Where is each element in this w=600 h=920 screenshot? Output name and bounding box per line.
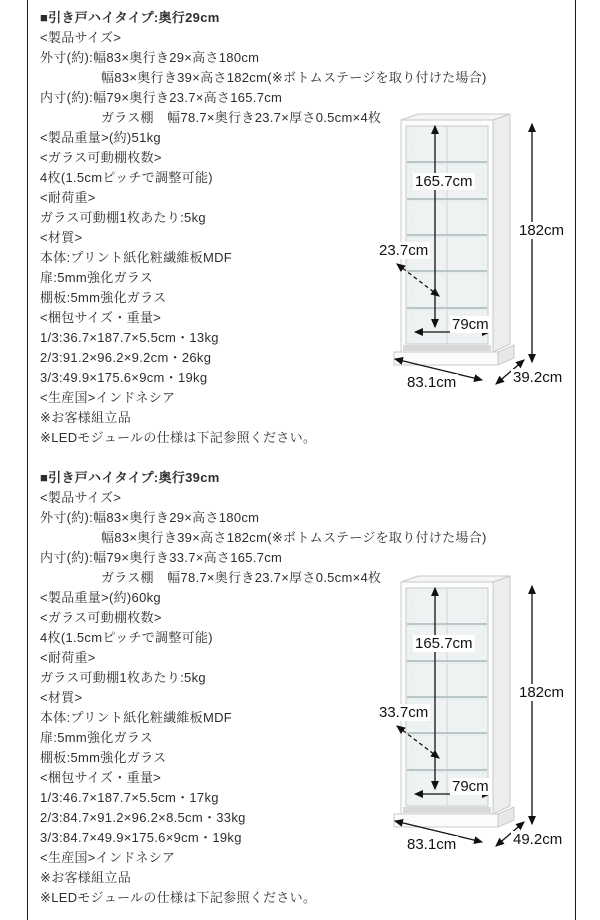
spec-line: 外寸(約):幅83×奥行き29×高さ180cm — [40, 510, 260, 525]
spec-line: <生産国>インドネシア — [40, 390, 176, 405]
spec-line: <梱包サイズ・重量> — [40, 770, 162, 785]
spec-line: ※LEDモジュールの仕様は下記参照ください。 — [40, 430, 317, 445]
spec-line: 内寸(約):幅79×奥行き23.7×高さ165.7cm — [40, 90, 283, 105]
spec-line: 2/3:91.2×96.2×9.2cm・26kg — [40, 350, 212, 365]
outer-depth-dim: 39.2cm — [513, 369, 563, 386]
spec-line: ガラス可動棚1枚あたり:5kg — [40, 670, 206, 685]
cabinet-illustration — [393, 574, 573, 869]
cabinet-diagram-depth39 — [379, 574, 573, 869]
spec-line: 幅83×奥行き39×高さ182cm(※ボトムステージを取り付けた場合) — [101, 70, 487, 85]
outer-height-dim: 182cm — [519, 222, 565, 239]
spec-line: 4枚(1.5cmピッチで調整可能) — [40, 170, 213, 185]
spec-line: ガラス棚 幅78.7×奥行き23.7×厚さ0.5cm×4枚 — [101, 570, 382, 585]
spec-line: 扉:5mm強化ガラス — [40, 270, 154, 285]
cabinet-illustration — [393, 112, 573, 407]
spec-line: <製品重量>(約)51kg — [40, 130, 161, 145]
left-border-rule — [27, 0, 28, 920]
spec-line: 扉:5mm強化ガラス — [40, 730, 154, 745]
spec-line: <耐荷重> — [40, 650, 96, 665]
outer-width-dim: 83.1cm — [407, 374, 457, 391]
spec-line: ※お客様組立品 — [40, 410, 131, 425]
spec-line: 1/3:46.7×187.7×5.5cm・17kg — [40, 790, 219, 805]
spec-line: <梱包サイズ・重量> — [40, 310, 162, 325]
spec-line: <生産国>インドネシア — [40, 850, 176, 865]
spec-line: 棚板:5mm強化ガラス — [40, 290, 167, 305]
inner-height-dim: 165.7cm — [415, 173, 473, 190]
spec-line: <ガラス可動棚枚数> — [40, 150, 162, 165]
spec-line: <ガラス可動棚枚数> — [40, 610, 162, 625]
spec-line: 幅83×奥行き39×高さ182cm(※ボトムステージを取り付けた場合) — [101, 530, 487, 545]
spec-line: <耐荷重> — [40, 190, 96, 205]
spec-line: 本体:プリント紙化粧繊維板MDF — [40, 250, 233, 265]
spec-line: <製品重量>(約)60kg — [40, 590, 161, 605]
inner-depth-dim: 23.7cm — [379, 242, 429, 259]
spec-line: ※お客様組立品 — [40, 870, 131, 885]
spec-line: 3/3:84.7×49.9×175.6×9cm・19kg — [40, 830, 242, 845]
spec-line: 3/3:49.9×175.6×9cm・19kg — [40, 370, 208, 385]
spec-line: 2/3:84.7×91.2×96.2×8.5cm・33kg — [40, 810, 246, 825]
inner-width-dim: 79cm — [452, 778, 489, 795]
spec-line: 外寸(約):幅83×奥行き29×高さ180cm — [40, 50, 260, 65]
outer-width-dim: 83.1cm — [407, 836, 457, 853]
spec-line: 本体:プリント紙化粧繊維板MDF — [40, 710, 233, 725]
spec-line: <製品サイズ> — [40, 30, 122, 45]
section-title: ■引き戸ハイタイプ:奥行39cm — [40, 470, 220, 485]
outer-height-dim: 182cm — [519, 684, 565, 701]
spec-line: 棚板:5mm強化ガラス — [40, 750, 167, 765]
spec-line: ※LEDモジュールの仕様は下記参照ください。 — [40, 890, 317, 905]
inner-depth-dim: 33.7cm — [379, 704, 429, 721]
spec-line: <材質> — [40, 690, 83, 705]
spec-line: <製品サイズ> — [40, 490, 122, 505]
inner-width-dim: 79cm — [452, 316, 489, 333]
spec-line: ガラス棚 幅78.7×奥行き23.7×厚さ0.5cm×4枚 — [101, 110, 382, 125]
section-title: ■引き戸ハイタイプ:奥行29cm — [40, 10, 220, 25]
outer-depth-dim: 49.2cm — [513, 831, 563, 848]
spec-line: 4枚(1.5cmピッチで調整可能) — [40, 630, 213, 645]
cabinet-diagram-depth29 — [379, 112, 573, 407]
spec-line: 1/3:36.7×187.7×5.5cm・13kg — [40, 330, 219, 345]
spec-line: ガラス可動棚1枚あたり:5kg — [40, 210, 206, 225]
spec-line: 内寸(約):幅79×奥行き33.7×高さ165.7cm — [40, 550, 283, 565]
inner-height-dim: 165.7cm — [415, 635, 473, 652]
spec-line: <材質> — [40, 230, 83, 245]
